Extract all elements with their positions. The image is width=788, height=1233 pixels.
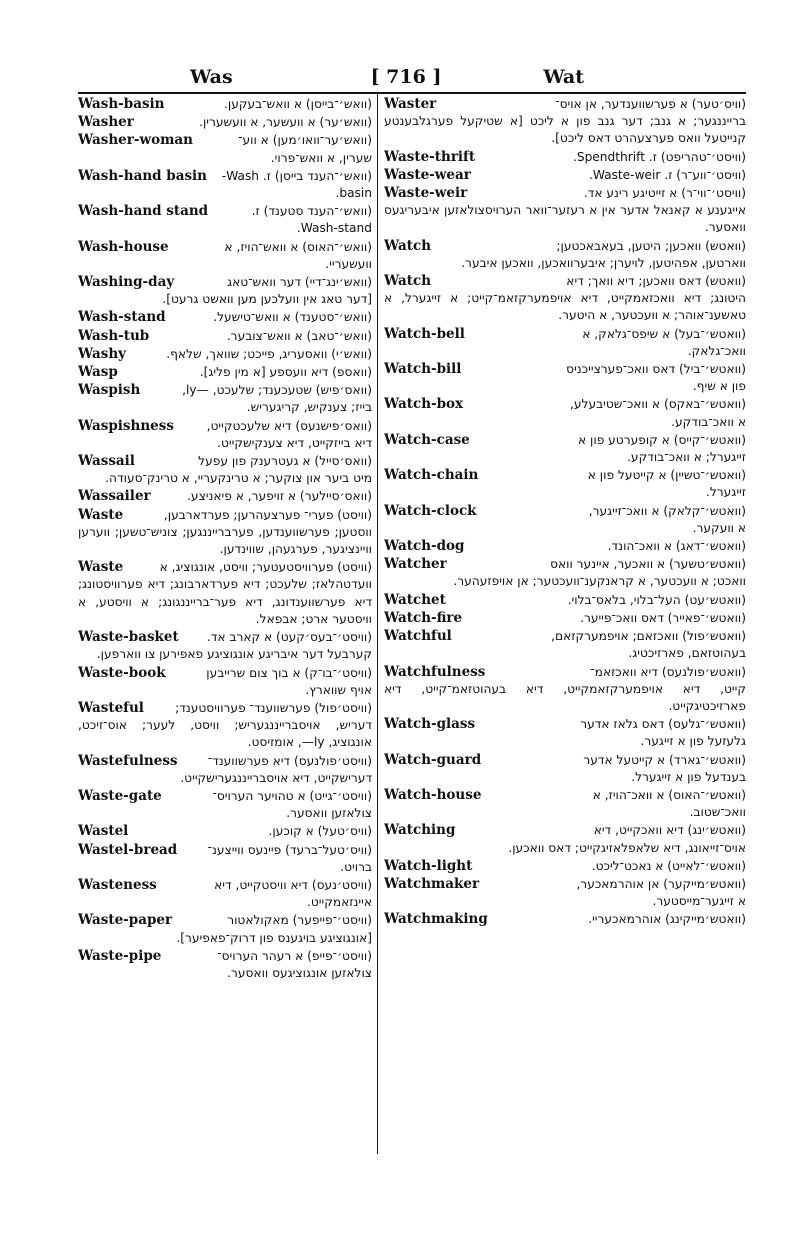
entry-headword: Waste-thrift (384, 148, 476, 165)
entry-headword: Waste-wear (384, 166, 471, 183)
dictionary-entry (384, 467, 746, 501)
entry-headword: Watch-bill (384, 361, 462, 378)
entry-head (78, 788, 372, 805)
entry-pronunciation: (וואטש׳־באקס) א וואכ־שטיבעלע, (570, 397, 746, 412)
dictionary-entry (78, 418, 372, 452)
entry-pronunciation: (וואטש׳מייקער) אן אוהרמאכער, (576, 876, 746, 891)
entry-pronunciation: (וואש׳־הענד סטענד) ז. (251, 204, 372, 219)
entry-head (384, 149, 746, 166)
entry-pronunciation: (וויסט) פערוויסטעטער; וויסט, אונגוציג, א (159, 560, 372, 575)
entry-pronunciation: (וואטש׳־פאייר) דאס וואכ־פייער. (580, 610, 746, 625)
entry-head (384, 787, 746, 804)
entry-head (384, 752, 746, 769)
dictionary-entry (384, 149, 746, 166)
dictionary-entry (78, 753, 372, 787)
entry-definition: דעריש, אויסברייננגעריש; וויסט, לעער; אוס־זיכט, אונגוציג, ly—, אומזיסט. (78, 718, 372, 750)
entry-head (384, 238, 746, 255)
entry-headword: Watch-glass (384, 716, 476, 733)
entry-head (384, 538, 746, 555)
dictionary-entry (78, 507, 372, 559)
dictionary-entry (78, 665, 372, 699)
entry-head (384, 911, 746, 928)
entry-pronunciation: (וואטש׳־קייס) א קופערטע פון א (578, 432, 746, 447)
entry-headword: Watchfulness (384, 663, 486, 680)
entry-headword: Wassailer (78, 488, 151, 505)
dictionary-entry (384, 538, 746, 555)
entry-definition: זייגערל. (705, 485, 746, 500)
entry-head (384, 167, 746, 184)
entry-head (384, 822, 746, 839)
entry-headword: Washer (78, 114, 134, 131)
entry-headword: Wassail (78, 453, 135, 470)
entry-headword: Watch-box (384, 396, 464, 413)
entry-headword: Watch-bell (384, 325, 465, 342)
dictionary-entry (384, 911, 746, 928)
entry-pronunciation: (וויסט׳־גייט) א טהויער הערויס־ (212, 788, 372, 803)
entry-headword: Wastel-bread (78, 841, 178, 858)
entry-head (78, 346, 372, 363)
entry-head (78, 203, 372, 220)
entry-pronunciation: (וויסט׳פול) פערשווענד־ פערוויסטענד; (175, 700, 372, 715)
entry-headword: Watch (384, 237, 432, 254)
entry-pronunciation: (וואש׳־האוס) א וואש־הויז, א (224, 239, 372, 254)
entry-headword: Watchful (384, 628, 452, 645)
dictionary-entry (384, 787, 746, 821)
entry-head (78, 309, 372, 326)
entry-headword: Waste-pipe (78, 947, 162, 964)
entry-pronunciation: (וואש׳ינג־דיי) דער וואש־טאג (227, 275, 372, 290)
entry-definition: א וועקער. (692, 520, 746, 535)
entry-head (78, 753, 372, 770)
entry-pronunciation: (וויסט׳־ווי־ר) א זייטיגע רינע אד. (583, 186, 746, 201)
dictionary-entry (384, 432, 746, 466)
entry-head (78, 114, 372, 131)
dictionary-entry (78, 309, 372, 326)
entry-definition: אייגענע א קאנאל אדער אין א רעזער־וואר הערויסצולאזען איבעריגעס וואסער. (384, 203, 746, 235)
entry-definition: Wash-stand. (296, 221, 372, 236)
header-left-guide-word: Was (190, 66, 233, 88)
entry-headword: Wash-tub (78, 327, 150, 344)
entry-head (78, 842, 372, 859)
dictionary-entry (384, 238, 746, 272)
entry-headword: Waste-paper (78, 912, 173, 929)
entry-headword: Watch-fire (384, 609, 463, 626)
entry-definition: מיט ביער און צוקער; א טרינקעריי, א טרינק־סעודה. (105, 471, 372, 486)
entry-head (384, 273, 746, 290)
dictionary-entry (78, 239, 372, 273)
page-header (66, 64, 746, 90)
entry-head (384, 716, 746, 733)
entry-pronunciation: (וואש׳ער) א וועשער, א וועשערין. (199, 115, 372, 130)
dictionary-page (66, 64, 746, 1154)
dictionary-entry (384, 396, 746, 430)
dictionary-entry (78, 132, 372, 166)
entry-definition: אויף שווארץ. (305, 682, 372, 697)
entry-pronunciation: (וואטש׳־לאייט) א נאכט־ליכט. (591, 858, 746, 873)
dictionary-entry (78, 328, 372, 345)
entry-definition: ברייננגער; א גנב; דער גנב פון א ליכט [א שטיקעל פערגלבענטע קנייטעל וואס פערצעהרט דאס ליכט]. (384, 114, 746, 146)
entry-headword: Wasteful (78, 699, 144, 716)
entry-headword: Waste-basket (78, 629, 179, 646)
dictionary-entry (384, 361, 746, 395)
entry-headword: Watchmaking (384, 911, 488, 928)
dictionary-entry (384, 273, 746, 325)
entry-head (78, 132, 372, 149)
entry-definition: א זייגער־מייסטער. (652, 894, 746, 909)
entry-pronunciation: (וויסט׳־פייפ) א רעהר הערויס־ (217, 948, 372, 963)
entry-headword: Waste-weir (384, 185, 468, 202)
entry-definition: וואכט; א וועכטער, א קראנקענ־וועכטער; אן אויפזעהער. (453, 574, 746, 589)
entry-head (78, 700, 372, 717)
entry-headword: Watchmaker (384, 875, 480, 892)
dictionary-entry (78, 948, 372, 982)
dictionary-entry (384, 167, 746, 184)
dictionary-entry (78, 700, 372, 752)
entry-definition: וועדטהלאז; שלעכט; דיא פערדארבונג; דיא פערוויסטונג; דיא פערשווענדונג, דיא פער־ברייננגונג; א וויסטע, א וויסטער ארט; אבפאל. (78, 577, 372, 626)
entry-head (78, 274, 372, 291)
dictionary-entry (78, 346, 372, 363)
entry-definition: צולאזען וואסער. (286, 806, 372, 821)
header-right-guide-word: Wat (543, 66, 584, 88)
dictionary-entry (384, 716, 746, 750)
entry-pronunciation: (וואטש׳־גלעס) דאס גלאז אדער (580, 717, 746, 732)
entry-pronunciation: (וואטש) וואכען; היטען, בעאבאכטען; (556, 238, 746, 253)
entry-pronunciation: (וואש׳־סטענד) א וואש־טישעל. (213, 310, 372, 325)
entry-headword: Watch (384, 273, 432, 290)
entry-definition: בעהוטזאם, פארזיכטיג. (628, 646, 746, 661)
entry-head (384, 185, 746, 202)
entry-pronunciation: (וואטש׳־בעל) א שיפס־גלאק, א (582, 326, 746, 341)
dictionary-entry (384, 858, 746, 875)
dictionary-entry (78, 877, 372, 911)
entry-pronunciation: (וואטש׳־קלאק) א וואכ־זייגער, (588, 503, 746, 518)
entry-pronunciation: (וואטש׳־האוס) א וואכ־הויז, א (592, 787, 746, 802)
entry-definition: קייט, דיא אויפמערקזאמקייט, דיא בעהוטזאמ־קייט, דיא פארזיכטיגקייט. (384, 681, 746, 713)
entry-head (384, 556, 746, 573)
dictionary-entry (78, 488, 372, 505)
dictionary-entry (384, 326, 746, 360)
dictionary-entry (384, 503, 746, 537)
entry-headword: Wash-basin (78, 96, 165, 112)
entry-definition: זייגערל; א וואכ־בודקע. (627, 450, 746, 465)
entry-definition: בייז; צענקיש, קריגעריש. (246, 400, 372, 415)
entry-headword: Watchet (384, 591, 446, 608)
entry-head (384, 503, 746, 520)
entry-definition: אויס־זייאונג, דיא שלאפלאזיגקייט; דאס וואכען. (508, 840, 746, 855)
dictionary-entry (78, 114, 372, 131)
entry-headword: Watch-case (384, 431, 470, 448)
entry-pronunciation: (וואש׳־טאב) א וואש־צובער. (226, 328, 372, 343)
entry-head (384, 876, 746, 893)
entry-head (384, 592, 746, 609)
entry-headword: Watch-clock (384, 502, 477, 519)
entry-headword: Waspish (78, 382, 141, 399)
entry-head (384, 96, 746, 113)
entry-pronunciation: (וואטש׳ינג) דיא וואכקייט, דיא (593, 823, 746, 838)
entry-definition: גלעזעל פון א זייגער. (640, 734, 746, 749)
right-column (384, 96, 746, 1154)
dictionary-entry (384, 96, 746, 148)
entry-definition: איינזאמקייט. (307, 895, 372, 910)
entry-definition: וועשעריי. (325, 256, 372, 271)
entry-definition: ווארטען, אפהיטען, לויערן; איבערוואכען, וואכען איבער. (461, 255, 746, 270)
dictionary-entry (78, 912, 372, 946)
entry-pronunciation: (וואש׳י) וואסעריג, פייכט; שוואך, שלאף. (166, 346, 372, 361)
entry-definition: basin. (335, 186, 372, 201)
entry-head (78, 507, 372, 524)
entry-pronunciation: (וואטש׳־טשיין) א קייטעל פון א (587, 468, 746, 483)
entry-headword: Washing-day (78, 274, 175, 291)
dictionary-entry (78, 823, 372, 840)
entry-definition: [דער טאג אין וועלכען מען וואשט גרעט]. (162, 292, 372, 307)
entry-definition: [אונגוציגע בויגענס פון דרוק־פאפיער]. (176, 930, 372, 945)
entry-definition: פון א שיף. (692, 379, 746, 394)
entry-pronunciation: (וויסט׳־ווע־ר) ז. Waste-weir. (588, 167, 746, 182)
dictionary-entry (78, 274, 372, 308)
entry-pronunciation: (וואספ) דיא וועספע [א מין פליג]. (199, 365, 372, 380)
entry-headword: Watching (384, 822, 456, 839)
entry-pronunciation: (וואטש׳פול) וואכזאם; אויפמערקזאם, (551, 629, 746, 644)
dictionary-entry (78, 629, 372, 663)
header-rule (78, 92, 746, 94)
entry-head (384, 361, 746, 378)
page-number: [ 716 ] (370, 66, 442, 88)
entry-headword: Waste-book (78, 664, 166, 681)
dictionary-entry (384, 822, 746, 856)
column-divider (377, 94, 378, 1154)
entry-head (384, 396, 746, 413)
entry-definition: ברויט. (340, 859, 372, 874)
entry-head (384, 628, 746, 645)
entry-headword: Waste (78, 559, 124, 576)
entry-head (78, 364, 372, 381)
dictionary-entry (78, 559, 372, 628)
entry-pronunciation: (וואטש) דאס וואכען; דיא וואך; דיא (566, 274, 746, 289)
entry-pronunciation: (וואטש׳מייקינג) אוהרמאכעריי. (588, 912, 746, 927)
entry-definition: דיא בייזקייט, דיא צענקישקייט. (217, 435, 372, 450)
entry-headword: Waste (78, 506, 124, 523)
entry-definition: צולאזען אונגוציגעס וואסער. (227, 965, 372, 980)
entry-headword: Washy (78, 345, 126, 362)
dictionary-entry (78, 203, 372, 237)
entry-headword: Watch-chain (384, 467, 479, 484)
entry-definition: קערבעל דער איבריגע אונגוציגע פאפירען צו ווארפען. (96, 647, 372, 662)
entry-headword: Wash-house (78, 238, 169, 255)
entry-headword: Wash-hand stand (78, 203, 209, 220)
entry-pronunciation: (וואטש׳־ביל) דאס וואכ־פערצייכניס (566, 362, 746, 377)
entry-headword: Watch-guard (384, 751, 482, 768)
entry-head (384, 858, 746, 875)
dictionary-entry (78, 364, 372, 381)
entry-headword: Wasteness (78, 876, 157, 893)
entry-definition: ווסטען; פערשווענדען, פערברייננגען; צוניש־טשען; ווערען וויינציגער, פערגעהן, שווינדען. (78, 524, 372, 557)
entry-pronunciation: (וואטש׳־גארד) א קייטעל אדער (583, 752, 746, 767)
entry-definition: דערישקייט, דיא אויסברייננגערישקייט. (180, 770, 372, 785)
dictionary-entry (384, 185, 746, 237)
entry-headword: Wastel (78, 823, 129, 840)
entry-headword: Waspishness (78, 417, 174, 434)
dictionary-entry (384, 610, 746, 627)
dictionary-entry (78, 842, 372, 876)
entry-head (78, 453, 372, 470)
entry-pronunciation: (וויסט׳נעס) דיא וויסטקייט, דיא (214, 877, 372, 892)
entry-definition: וואכ־שטוב. (689, 805, 746, 820)
entry-head (78, 877, 372, 894)
dictionary-entry (384, 664, 746, 716)
entry-definition: א וואכ־בודקע. (671, 414, 746, 429)
entry-head (384, 610, 746, 627)
entry-headword: Watch-light (384, 857, 473, 874)
entry-head (78, 168, 372, 185)
entry-head (78, 665, 372, 682)
entry-head (78, 96, 372, 113)
dictionary-entry (384, 628, 746, 662)
entry-pronunciation: (וויס׳טער) א פערשווענדער, אן אויס־ (555, 97, 746, 111)
dictionary-entry (78, 788, 372, 822)
entry-head (78, 823, 372, 840)
dictionary-entry (384, 876, 746, 910)
dictionary-entry (78, 96, 372, 113)
entry-headword: Watch-house (384, 786, 482, 803)
entry-head (78, 418, 372, 435)
dictionary-entry (78, 168, 372, 202)
entry-head (384, 467, 746, 484)
dictionary-entry (78, 382, 372, 416)
entry-pronunciation: (וואס׳סיילער) א זויפער, א פיאניצע. (187, 489, 372, 504)
entry-pronunciation: (וואטש׳עט) העל־בלוי, בלאס־בלוי. (567, 592, 746, 607)
entry-head (384, 664, 746, 681)
entry-headword: Wasp (78, 364, 118, 381)
entry-definition: בענדעל פון א זייגערל. (631, 769, 746, 784)
entry-pronunciation: (וואש׳־הענד בייסן) ז. Wash- (221, 168, 372, 183)
entry-pronunciation: (וואס׳פישנעס) דיא שלעכטקייט, (206, 418, 372, 433)
dictionary-entry (78, 453, 372, 487)
entry-definition: היטונג; דיא וואכזאמקייט, דיא אויפמערקזאמ־קייט; א זייגערל, א טאשענ־אוהר; א וועכטער, א היטער. (384, 291, 746, 323)
entry-pronunciation: (וויסט׳־בעס׳קעט) א קארב אד. (206, 630, 372, 645)
entry-pronunciation: (וויסט׳־בו־ק) א בוך צום שרייבען (206, 665, 372, 680)
entry-pronunciation: (וויס׳טעל־ברעד) פיינעס ווייצענ־ (207, 842, 372, 857)
entry-pronunciation: (וואס׳סייל) א געטרענק פון עפעל (198, 454, 372, 469)
entry-headword: Watcher (384, 556, 447, 573)
entry-pronunciation: (וויסט׳־טהריפט) ז. Spendthrift. (572, 149, 746, 164)
entry-headword: Watch-dog (384, 538, 465, 555)
dictionary-entry (384, 556, 746, 590)
entry-pronunciation: (וויס׳טעל) א קוכען. (268, 824, 372, 839)
entry-head (78, 912, 372, 929)
dictionary-entry (384, 592, 746, 609)
entry-head (384, 432, 746, 449)
entry-headword: Wash-hand basin (78, 167, 208, 184)
entry-definition: שערין, א וואש־פרוי. (270, 150, 372, 165)
entry-headword: Waste-gate (78, 787, 162, 804)
entry-pronunciation: (וואטש׳טשער) א וואכער, איינער וואס (550, 557, 746, 572)
entry-head (78, 629, 372, 646)
entry-pronunciation: (וואש׳ער־וואו׳מען) א ווע־ (238, 133, 372, 148)
entry-headword: Wash-stand (78, 309, 166, 326)
entry-headword: Wastefulness (78, 752, 178, 769)
left-column (78, 96, 372, 1154)
entry-pronunciation: (וויסט) פערי־ פערצעהרען; פערדארבען, (163, 507, 372, 522)
entry-head (78, 239, 372, 256)
entry-head (78, 559, 372, 576)
entry-pronunciation: (וואס׳פיש) שטעכענד; שלעכט, —ly, (182, 383, 372, 398)
entry-pronunciation: (וויסט׳־פייפער) מאקולאטור (227, 913, 372, 928)
dictionary-entry (384, 752, 746, 786)
entry-headword: Washer-woman (78, 132, 193, 149)
entry-pronunciation: (וואטש׳פולנעס) דיא וואכזאמ־ (590, 664, 746, 679)
entry-head (78, 488, 372, 505)
entry-head (78, 382, 372, 399)
entry-head (384, 326, 746, 343)
entry-head (78, 328, 372, 345)
entry-headword: Waster (384, 96, 437, 112)
entry-pronunciation: (וואש׳־בייסן) א וואש־בעקען. (224, 97, 372, 111)
entry-definition: וואכ־גלאק. (687, 343, 746, 358)
entry-pronunciation: (וואטש׳־דאג) א וואכ־הונד. (607, 539, 746, 554)
entry-pronunciation: (וויסט׳פולנעס) דיא פערשווענד־ (207, 753, 372, 768)
entry-head (78, 948, 372, 965)
